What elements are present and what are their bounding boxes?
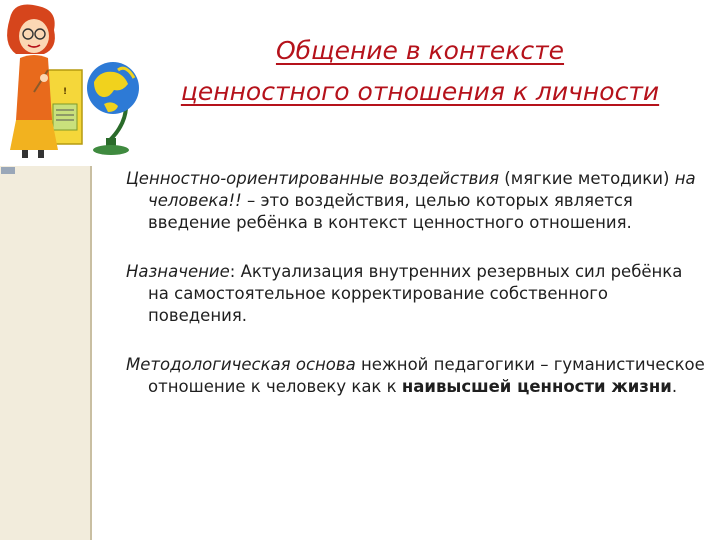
side-panel-tab [1, 167, 15, 174]
svg-text:!: ! [62, 87, 68, 97]
illustration [0, 0, 140, 160]
term-methodology: Методологическая основа [126, 355, 356, 374]
paragraph-values-impact [126, 168, 706, 234]
term-values-impact: Ценностно-ориентированные воздействия [126, 169, 500, 188]
p1-rest: – это воздействия, целью которых является введение ребёнка в контекст ценностного отношения. [148, 191, 633, 232]
p3-bold: наивысшей ценности жизни [401, 377, 672, 396]
side-panel [0, 166, 92, 540]
p1-parenthetical: (мягкие методики) [499, 169, 675, 188]
paragraph-purpose [126, 261, 706, 327]
paragraph-methodology [126, 354, 706, 398]
p3-end: . [671, 377, 678, 396]
globe-icon [87, 62, 139, 155]
title-line-1: Общение в контексте [275, 36, 565, 65]
p1-emphasis: на человека!! [148, 169, 696, 210]
slide-body [126, 168, 706, 425]
slide-title [140, 30, 700, 112]
p2-rest: : Актуализация внутренних резервных сил ребёнка на самостоятельное корректирование собственного поведения. [148, 262, 683, 325]
p3-middle: нежной педагогики – гуманистическое отношение к человеку как к [148, 355, 705, 396]
title-line-2: ценностного отношения к личности [180, 77, 660, 106]
term-purpose: Назначение [126, 262, 230, 281]
